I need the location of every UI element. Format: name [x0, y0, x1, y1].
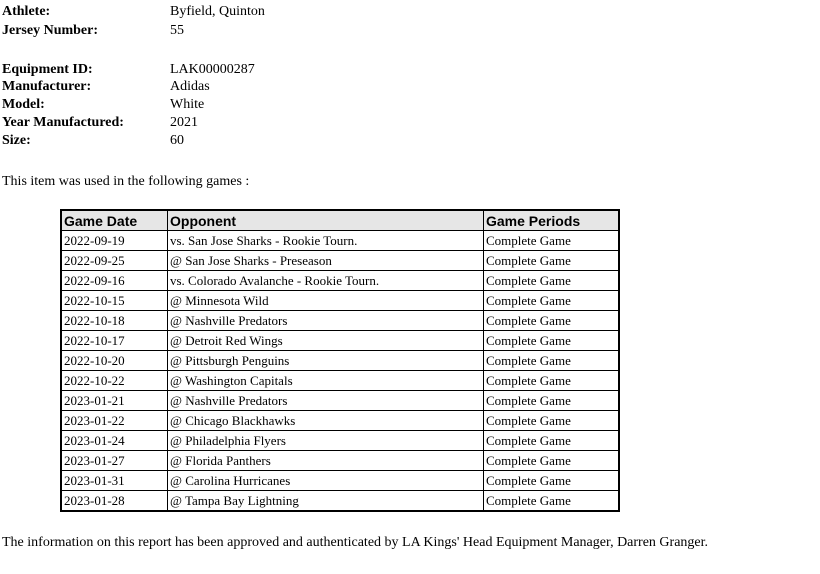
equipment-id-value: LAK00000287 — [170, 62, 255, 77]
year-value: 2021 — [170, 115, 198, 130]
game-periods-cell: Complete Game — [484, 431, 620, 451]
table-row — [61, 451, 619, 471]
opponent-cell: vs. San Jose Sharks - Rookie Tourn. — [168, 231, 484, 251]
model-label: Model: — [2, 97, 45, 112]
game-date-cell: 2022-10-22 — [61, 371, 168, 391]
athlete-row — [2, 3, 502, 21]
opponent-cell: @ Nashville Predators — [168, 391, 484, 411]
table-row — [61, 271, 619, 291]
manufacturer-value: Adidas — [170, 79, 210, 94]
athlete-label: Athlete: — [2, 4, 51, 19]
game-date-cell: 2023-01-21 — [61, 391, 168, 411]
footer-text: The information on this report has been approved and authenticated by LA Kings' Head Equipment Manager, Darren Granger. — [2, 535, 709, 550]
table-row — [61, 391, 619, 411]
table-row — [61, 251, 619, 271]
game-periods-cell: Complete Game — [484, 311, 620, 331]
table-row — [61, 231, 619, 251]
model-row — [2, 96, 502, 114]
opponent-cell: @ Detroit Red Wings — [168, 331, 484, 351]
opponent-cell: @ Tampa Bay Lightning — [168, 491, 484, 512]
game-date-cell: 2022-09-19 — [61, 231, 168, 251]
table-row — [61, 491, 619, 512]
games-table — [60, 209, 620, 512]
game-periods-cell: Complete Game — [484, 271, 620, 291]
game-date-cell: 2023-01-27 — [61, 451, 168, 471]
game-periods-cell: Complete Game — [484, 411, 620, 431]
games-table-header — [61, 210, 619, 231]
year-label: Year Manufactured: — [2, 115, 124, 130]
table-row — [61, 331, 619, 351]
year-row — [2, 114, 502, 132]
game-date-cell: 2022-10-15 — [61, 291, 168, 311]
game-date-cell: 2023-01-24 — [61, 431, 168, 451]
intro-text: This item was used in the following games : — [2, 174, 250, 189]
game-date-cell: 2022-09-25 — [61, 251, 168, 271]
game-date-cell: 2022-10-20 — [61, 351, 168, 371]
game-date-cell: 2023-01-31 — [61, 471, 168, 491]
opponent-cell: @ Philadelphia Flyers — [168, 431, 484, 451]
opponent-cell: @ Carolina Hurricanes — [168, 471, 484, 491]
equipment-id-row — [2, 61, 502, 79]
game-date-cell: 2023-01-22 — [61, 411, 168, 431]
header-game-date: Game Date — [61, 210, 168, 231]
opponent-cell: vs. Colorado Avalanche - Rookie Tourn. — [168, 271, 484, 291]
game-periods-cell: Complete Game — [484, 231, 620, 251]
jersey-row — [2, 22, 502, 40]
opponent-cell: @ Florida Panthers — [168, 451, 484, 471]
header-game-periods: Game Periods — [484, 210, 620, 231]
jersey-label: Jersey Number: — [2, 23, 99, 38]
opponent-cell: @ Nashville Predators — [168, 311, 484, 331]
size-row — [2, 132, 502, 150]
game-date-cell: 2023-01-28 — [61, 491, 168, 512]
game-periods-cell: Complete Game — [484, 391, 620, 411]
model-value: White — [170, 97, 205, 112]
game-date-cell: 2022-10-18 — [61, 311, 168, 331]
opponent-cell: @ Minnesota Wild — [168, 291, 484, 311]
opponent-cell: @ Washington Capitals — [168, 371, 484, 391]
header-opponent: Opponent — [168, 210, 484, 231]
manufacturer-row — [2, 78, 502, 96]
size-value: 60 — [170, 133, 184, 148]
game-periods-cell: Complete Game — [484, 291, 620, 311]
game-periods-cell: Complete Game — [484, 331, 620, 351]
manufacturer-label: Manufacturer: — [2, 79, 92, 94]
opponent-cell: @ Chicago Blackhawks — [168, 411, 484, 431]
table-row — [61, 351, 619, 371]
table-row — [61, 371, 619, 391]
equipment-id-label: Equipment ID: — [2, 62, 93, 77]
table-row — [61, 311, 619, 331]
athlete-value: Byfield, Quinton — [170, 4, 265, 19]
game-periods-cell: Complete Game — [484, 251, 620, 271]
game-periods-cell: Complete Game — [484, 371, 620, 391]
opponent-cell: @ San Jose Sharks - Preseason — [168, 251, 484, 271]
table-row — [61, 291, 619, 311]
game-periods-cell: Complete Game — [484, 491, 620, 512]
table-row — [61, 431, 619, 451]
table-row — [61, 471, 619, 491]
game-periods-cell: Complete Game — [484, 351, 620, 371]
game-periods-cell: Complete Game — [484, 451, 620, 471]
jersey-value: 55 — [170, 23, 184, 38]
game-date-cell: 2022-10-17 — [61, 331, 168, 351]
game-date-cell: 2022-09-16 — [61, 271, 168, 291]
game-periods-cell: Complete Game — [484, 471, 620, 491]
table-row — [61, 411, 619, 431]
size-label: Size: — [2, 133, 31, 148]
opponent-cell: @ Pittsburgh Penguins — [168, 351, 484, 371]
